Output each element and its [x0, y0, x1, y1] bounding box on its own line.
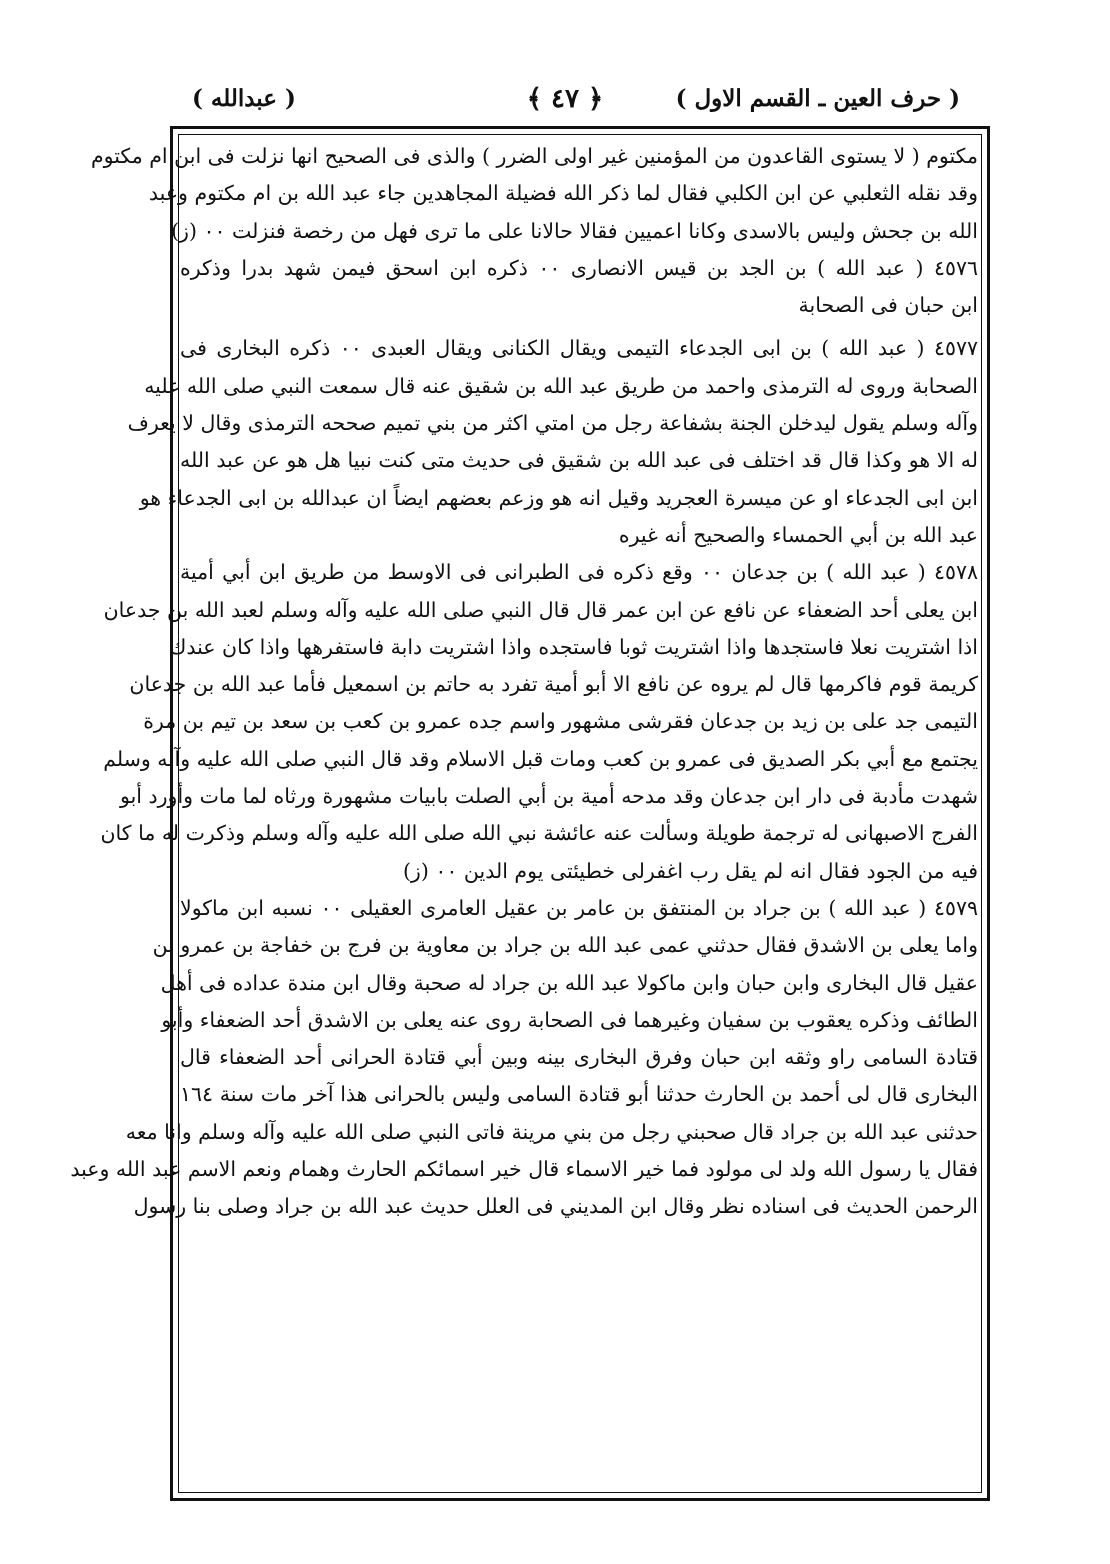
page-header	[170, 78, 960, 120]
text-body	[70, 138, 979, 1494]
page-number: ﴿ ٤٧ ﴾	[526, 84, 604, 114]
text-line: اذا اشتريت نعلا فاستجدها واذا اشتريت ثوبا فاستجده واذا اشتريت دابة فاستفرهها واذا كان عندك	[169, 634, 978, 659]
text-line: التيمى جد على بن زيد بن جدعان فقرشى مشهور واسم جده عمرو بن كعب بن سعد بن تيم بن مرة	[143, 709, 978, 734]
text-line: مكتوم ( لا يستوى القاعدون من المؤمنين غير اولى الضرر ) والذى فى الصحيح انها نزلت فى ابن ام مكتوم	[90, 144, 978, 168]
text-line: عقيل قال البخارى وابن حبان وابن ماكولا عبد الله بن جراد له صحبة وقال ابن مندة عداده فى أهل	[160, 970, 978, 995]
text-line: يجتمع مع أبي بكر الصديق فى عمرو بن كعب ومات قبل الاسلام وقد قال النبي صلى الله عليه وآله وسلم	[103, 746, 978, 771]
entry-name: ( عبدالله )	[192, 85, 296, 112]
entry-4579-line: ٤٥٧٩ ( عبد الله ) بن جراد بن المنتفق بن عامر بن عقيل العامرى العقيلى ٠٠ نسبه ابن ماكولا	[180, 895, 978, 920]
text-line: وقد نقله الثعلبي عن ابن الكلبي فقال لما ذكر الله فضيلة المجاهدين جاء عبد الله بن ام مكتوم وعبد	[148, 181, 978, 206]
text-line: الفرج الاصبهانى له ترجمة طويلة وسألت عنه عائشة نبي الله صلى الله عليه وآله وسلم وذكرت له ما كان	[100, 821, 978, 846]
text-line: الصحابة وروى له الترمذى واحمد من طريق عبد الله بن شقيق عنه قال سمعت النبي صلى الله عليه	[144, 373, 978, 398]
text-line: له الا هو وكذا قال قد اختلف فى عبد الله بن شقيق فى حديث متى كنت نبيا هل هو عن عبد الله	[180, 448, 978, 473]
text-line: كريمة قوم فاكرمها قال لم يروه عن نافع الا أبو أمية تفرد به حاتم بن اسمعيل فأما عبد الله بن جدعان	[129, 672, 978, 697]
text-line: وآله وسلم يقول ليدخلن الجنة بشفاعة رجل من امتي اكثر من بني تميم صححه الترمذى وقال لا يعرف	[127, 411, 978, 436]
text-line: عبد الله بن أبي الحمساء والصحيح أنه غيره	[618, 522, 978, 547]
text-line: شهدت مأدبة فى دار ابن جدعان وقد مدحه أمية بن أبي الصلت بابيات مشهورة ورثاه لما مات وأورد أبو	[120, 784, 978, 809]
section-title: ( حرف العين ـ القسم الاول )	[675, 85, 960, 112]
text-line: واما يعلى بن الاشدق فقال حدثني عمى عبد الله بن جراد بن معاوية بن فرج بن خفاجة بن عمرو بن	[152, 933, 978, 958]
text-line: الله بن جحش وليس بالاسدى وكانا اعميين فقالا حالانا على ما ترى فهل من رخصة فنزلت ٠٠ (ز)	[171, 218, 978, 243]
text-line: ابن حبان فى الصحابة	[798, 293, 978, 318]
text-line: حدثنى عبد الله بن جراد قال صحبني رجل من بني مرينة فاتى النبي صلى الله عليه وآله وسلم وانا معه	[125, 1119, 978, 1144]
text-line: فقال يا رسول الله ولد لى مولود فما خير الاسماء قال خير اسمائكم الحارث وهمام ونعم الاسم عبد الله وعبد	[70, 1157, 978, 1182]
text-line: الطائف وذكره يعقوب بن سفيان وغيرهما فى الصحابة روى عنه يعلى بن الاشدق أحد الضعفاء وأبو	[161, 1007, 978, 1032]
entry-4578-line: ٤٥٧٨ ( عبد الله ) بن جدعان ٠٠ وقع ذكره فى الطبرانى فى الاوسط من طريق ابن أبي أمية	[180, 560, 979, 585]
text-line: ابن ابى الجدعاء او عن ميسرة العجريد وقيل انه هو وزعم بعضهم ايضاً ان عبدالله بن ابى الجدعاء هو	[139, 485, 978, 510]
entry-4576-line: ٤٥٧٦ ( عبد الله ) بن الجد بن قيس الانصارى ٠٠ ذكره ابن اسحق فيمن شهد بدرا وذكره	[180, 255, 978, 280]
text-line: البخارى قال لى أحمد بن الحارث حدثنا أبو قتادة السامى وليس بالحرانى هذا آخر مات سنة ١٦٤	[180, 1082, 978, 1107]
text-line: قتادة السامى راو وثقه ابن حبان وفرق البخارى بينه وبين أبي قتادة الحرانى أحد الضعفاء قال	[180, 1045, 978, 1070]
text-line: الرحمن الحديث فى اسناده نظر وقال ابن المديني فى العلل حديث عبد الله بن جراد وصلى بنا رسول	[133, 1194, 978, 1219]
entry-4577-line: ٤٥٧٧ ( عبد الله ) بن ابى الجدعاء التيمى ويقال الكنانى ويقال العبدى ٠٠ ذكره البخارى فى	[180, 336, 978, 361]
text-line: فيه من الجود فقال انه لم يقل رب اغفرلى خطيئتى يوم الدين ٠٠ (ز)	[402, 858, 978, 883]
text-line: ابن يعلى أحد الضعفاء عن نافع عن ابن عمر قال قال النبي صلى الله عليه وآله وسلم لعبد الله بن جدعان	[103, 597, 978, 622]
